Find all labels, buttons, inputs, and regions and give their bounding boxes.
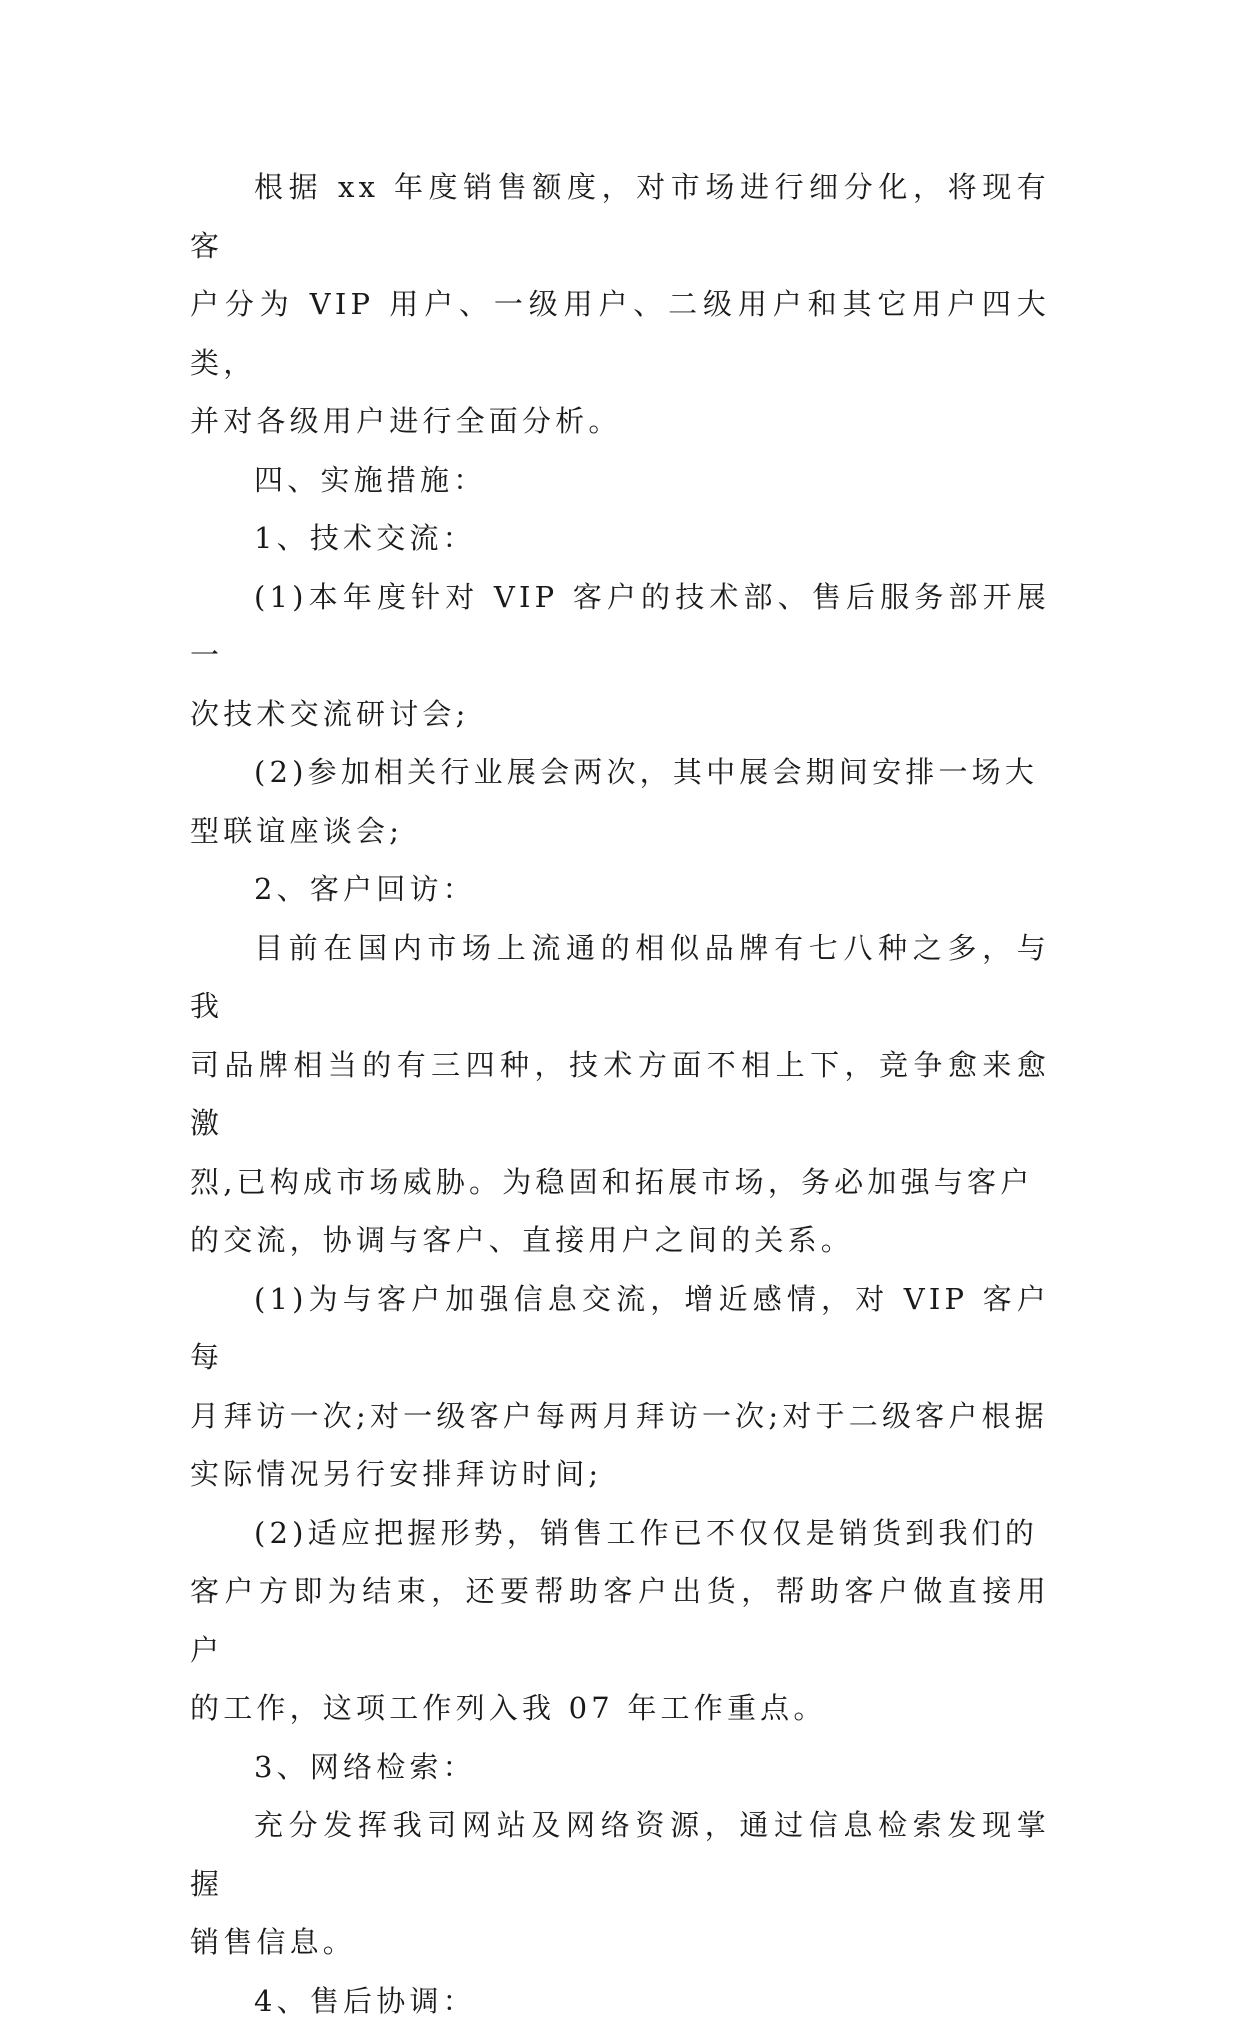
text-line: 目前在国内市场上流通的相似品牌有七八种之多，与我	[190, 919, 1050, 1036]
paragraph-technical-exchange-1	[190, 568, 1050, 744]
section-heading-implementation-measures	[190, 451, 1050, 510]
text-line: (1)为与客户加强信息交流，增近感情，对 VIP 客户每	[190, 1270, 1050, 1387]
text-line: 的工作，这项工作列入我 07 年工作重点。	[190, 1679, 1050, 1738]
text-line: 型联谊座谈会;	[190, 802, 1050, 861]
text-line: 并对各级用户进行全面分析。	[190, 392, 1050, 451]
text-line: 根据 xx 年度销售额度，对市场进行细分化，将现有客	[190, 158, 1050, 275]
text-line: 户分为 VIP 用户、一级用户、二级用户和其它用户四大类，	[190, 275, 1050, 392]
text-line: 次技术交流研讨会;	[190, 685, 1050, 744]
text-line: 充分发挥我司网站及网络资源，通过信息检索发现掌握	[190, 1796, 1050, 1913]
text-line: 四、实施措施：	[190, 451, 1050, 510]
text-line: (2)参加相关行业展会两次，其中展会期间安排一场大	[190, 743, 1050, 802]
paragraph-customer-visits-2	[190, 1504, 1050, 1738]
text-line: 烈,已构成市场威胁。为稳固和拓展市场，务必加强与客户	[190, 1153, 1050, 1212]
text-line: 4、售后协调：	[190, 1972, 1050, 2030]
paragraph-network-search	[190, 1796, 1050, 1972]
paragraph-customer-visits-intro	[190, 919, 1050, 1270]
text-line: 销售信息。	[190, 1913, 1050, 1972]
item-heading-after-sales	[190, 1972, 1050, 2030]
text-line: (1)本年度针对 VIP 客户的技术部、售后服务部开展一	[190, 568, 1050, 685]
paragraph-market-segmentation	[190, 158, 1050, 451]
paragraph-customer-visits-1	[190, 1270, 1050, 1504]
text-line: 的交流，协调与客户、直接用户之间的关系。	[190, 1211, 1050, 1270]
text-line: 客户方即为结束，还要帮助客户出货，帮助客户做直接用户	[190, 1562, 1050, 1679]
text-line: 2、客户回访：	[190, 860, 1050, 919]
item-heading-network-search	[190, 1738, 1050, 1797]
text-line: 月拜访一次;对一级客户每两月拜访一次;对于二级客户根据	[190, 1387, 1050, 1446]
text-line: 1、技术交流：	[190, 509, 1050, 568]
text-line: 实际情况另行安排拜访时间;	[190, 1445, 1050, 1504]
document-body	[190, 158, 1050, 2030]
text-line: 司品牌相当的有三四种，技术方面不相上下，竞争愈来愈激	[190, 1036, 1050, 1153]
text-line: (2)适应把握形势，销售工作已不仅仅是销货到我们的	[190, 1504, 1050, 1563]
text-line: 3、网络检索：	[190, 1738, 1050, 1797]
paragraph-technical-exchange-2	[190, 743, 1050, 860]
item-heading-technical-exchange	[190, 509, 1050, 568]
item-heading-customer-visits	[190, 860, 1050, 919]
